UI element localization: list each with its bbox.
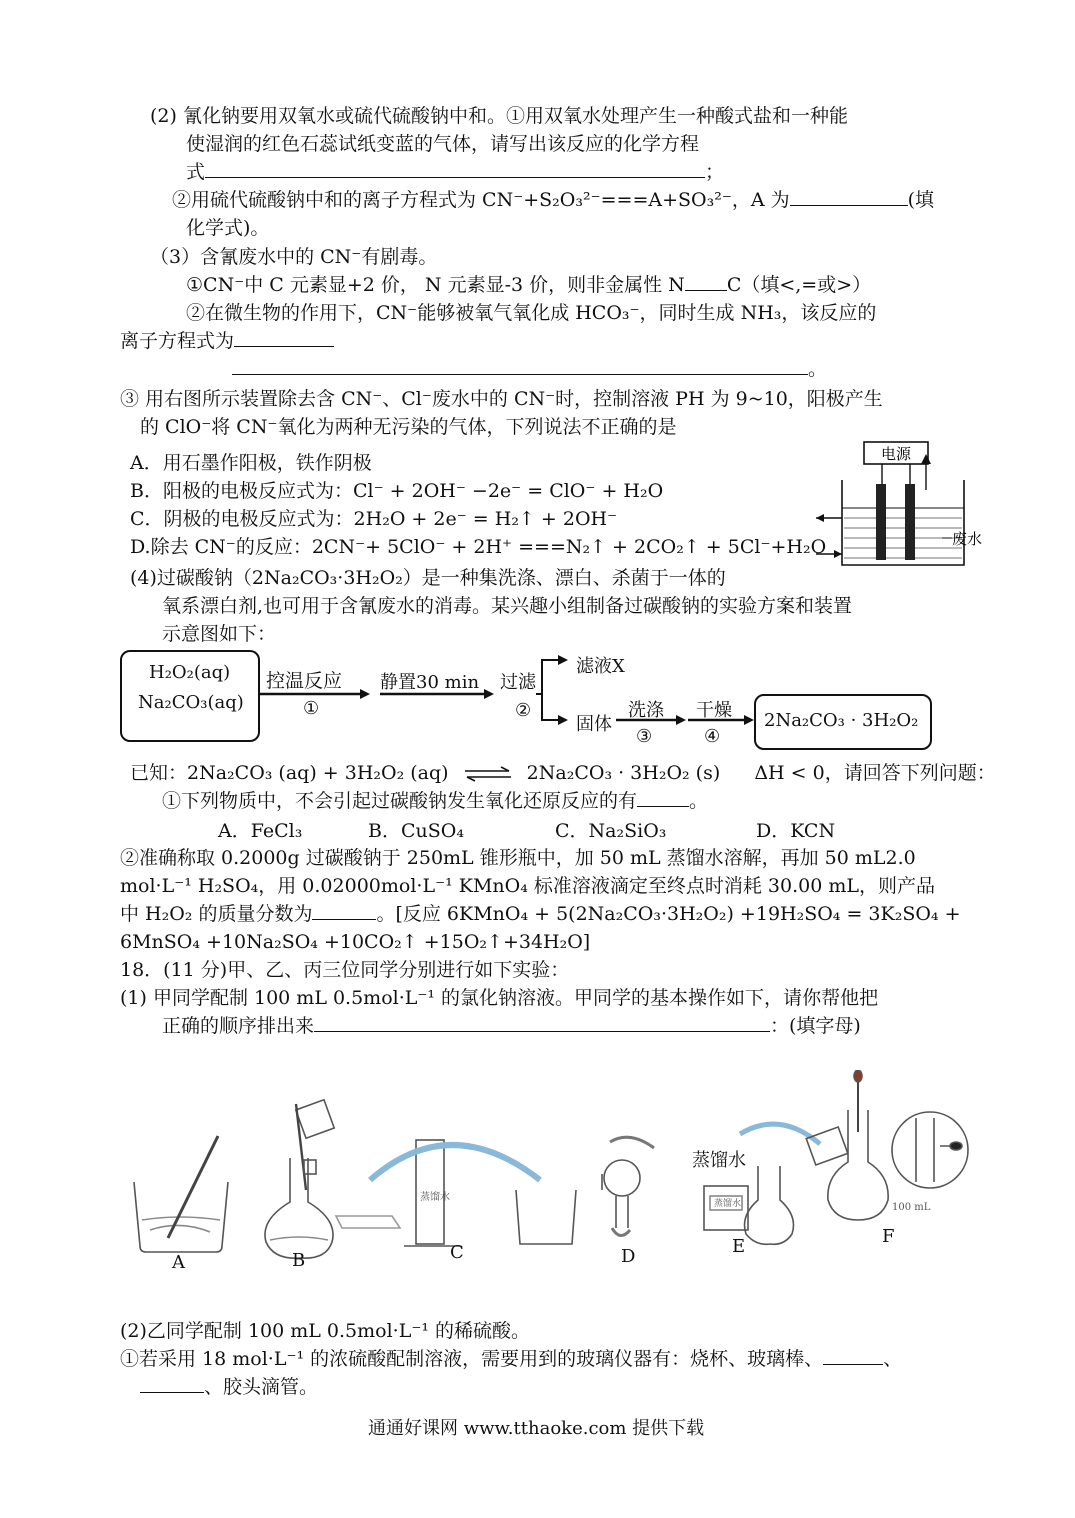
figure-d-flask-shaking-icon: [602, 1137, 654, 1235]
figure-f-flask-dropper-icon: [828, 1070, 968, 1220]
q18-p2-line1: (2)乙同学配制 100 mL 0.5mol·L⁻¹ 的稀硫酸。: [120, 1320, 531, 1342]
q18-p2-line2-end: 、: [883, 1348, 903, 1370]
figure-b-flask-icon: [265, 1100, 334, 1258]
q4-option-c: C．Na₂SiO₃: [555, 820, 667, 842]
q3-option-d: D.除去 CN⁻的反应：2CN⁻+ 5ClO⁻ + 2H⁺ ===N₂↑ + 2CO₂↑ + 5Cl⁻+H₂O: [130, 536, 827, 558]
q3-line4-text: 离子方程式为: [120, 330, 235, 352]
known-equation: [130, 760, 996, 786]
step-dry: 干燥: [696, 700, 732, 721]
q4-line3: 示意图如下：: [162, 623, 277, 645]
step-wash-num: ③: [636, 726, 653, 747]
q4-option-b: B．CuSO₄: [368, 820, 464, 842]
footer: 通通好课网 www.tthaoke.com 提供下载: [368, 1418, 705, 1439]
known-suffix: ΔH < 0，请回答下列问题：: [754, 762, 996, 784]
answer-blank[interactable]: [205, 159, 705, 178]
step-dry-num: ④: [704, 726, 721, 747]
q3-line1: （3）含氰废水中的 CN⁻有剧毒。: [150, 246, 438, 268]
q3-option-c: C．阴极的电极反应式为：2H₂O + 2e⁻ = H₂↑ + 2OH⁻: [130, 508, 618, 530]
q18-title: 18．(11 分)甲、乙、丙三位同学分别进行如下实验：: [120, 959, 570, 981]
answer-blank[interactable]: [140, 1374, 204, 1393]
q3-option-a: A．用石墨作阳极，铁作阴极: [130, 452, 372, 474]
q2-line4-suffix: (填: [907, 189, 935, 211]
figure-label-e: E: [732, 1236, 746, 1257]
step-wash: 洗涤: [628, 700, 664, 721]
q2-line2: 使湿润的红色石蕊试纸变蓝的气体，请写出该反应的化学方程: [186, 133, 700, 155]
q18-p2-line3-end: 、胶头滴管。: [204, 1376, 319, 1398]
flow-arrows: [256, 640, 756, 750]
power-label: 电源: [880, 445, 912, 463]
q4-line2: 氧系漂白剂,也可用于含氰废水的消毒。某兴趣小组制备过碳酸钠的实验方案和装置: [162, 595, 853, 617]
distilled-water-label: 蒸馏水: [692, 1150, 746, 1171]
q18-p1-line1: (1) 甲同学配制 100 mL 0.5mol·L⁻¹ 的氯化钠溶液。甲同学的基本操作如下，请你帮他把: [120, 987, 879, 1009]
figure-label-d: D: [621, 1246, 636, 1267]
q4-sub2-line2: mol·L⁻¹ H₂SO₄，用 0.02000mol·L⁻¹ KMnO₄ 标准溶液滴定至终点时消耗 30.00 mL，则产品: [120, 875, 935, 897]
q3-p3-line1: ③ 用右图所示装置除去含 CN⁻、Cl⁻废水中的 CN⁻时，控制溶液 PH 为 9~10，阳极产生: [120, 388, 883, 410]
q3-line2-prefix: ①CN⁻中 C 元素显+2 价， N 元素显-3 价，则非金属性 N: [186, 274, 685, 296]
answer-blank[interactable]: [234, 328, 334, 347]
bottle-label: 蒸馏水: [714, 1199, 742, 1209]
figure-label-c: C: [450, 1242, 464, 1263]
cylinder-label: 蒸馏水: [420, 1192, 450, 1203]
lab-procedure-figures: [120, 1070, 980, 1270]
solid: 固体: [576, 714, 612, 735]
figure-e-flask-icon: [704, 1124, 848, 1244]
q18-p1-line2-text: 正确的顺序排出来: [162, 1015, 315, 1037]
q18-p2-line3: [140, 1374, 318, 1400]
answer-blank[interactable]: [637, 788, 689, 807]
flask-100ml-label: 100 mL: [892, 1202, 931, 1213]
step-1-num: ①: [303, 698, 320, 719]
q2-line3: [186, 159, 724, 185]
figure-c-cylinder-icon: [336, 1140, 576, 1246]
answer-blank[interactable]: [312, 901, 376, 920]
q18-p2-line2: [120, 1346, 902, 1372]
q3-line5: [232, 356, 827, 382]
q18-p1-line2-end: ：(填字母): [770, 1015, 861, 1037]
step-filter: 过滤: [500, 672, 536, 693]
q3-line5-end: 。: [808, 358, 828, 380]
figure-a-beaker-icon: [134, 1136, 228, 1252]
q18-p1-line2: [162, 1013, 861, 1039]
filtrate-x: 滤液X: [576, 656, 625, 677]
q3-option-b: B．阳极的电极反应式为：Cl⁻ + 2OH⁻ −2e⁻ = ClO⁻ + H₂O: [130, 480, 664, 502]
q4-sub1-end: 。: [689, 790, 709, 812]
figure-label-a: A: [172, 1252, 185, 1273]
answer-blank[interactable]: [823, 1346, 883, 1365]
answer-blank[interactable]: [685, 272, 727, 291]
q4-option-a: A．FeCl₃: [218, 820, 303, 842]
figure-label-f: F: [882, 1226, 895, 1247]
q2-line4: [172, 187, 934, 213]
step-filter-num: ②: [515, 700, 532, 721]
product-label: 2Na₂CO₃ · 3H₂O₂: [764, 710, 919, 731]
answer-blank[interactable]: [314, 1013, 770, 1032]
q3-line2: [186, 272, 871, 298]
step-rest: 静置30 min: [380, 672, 480, 693]
q4-sub2-line3: [120, 901, 961, 927]
step-controlled-reaction: 控温反应: [266, 670, 343, 692]
q4-sub1-text: ①下列物质中，不会引起过碳酸钠发生氧化还原反应的有: [162, 790, 638, 812]
waste-label: 废水: [952, 530, 983, 548]
answer-blank[interactable]: [232, 356, 808, 375]
electrolysis-apparatus: [812, 440, 992, 575]
q4-option-d: D．KCN: [756, 820, 836, 842]
q4-line1: (4)过碳酸钠（2Na₂CO₃·3H₂O₂）是一种集洗涤、漂白、杀菌于一体的: [130, 567, 726, 589]
q3-line4: [120, 328, 334, 354]
q4-sub2-line1: ②准确称取 0.2000g 过碳酸钠于 250mL 锥形瓶中，加 50 mL 蒸馏水溶解，再加 50 mL2.0: [120, 847, 916, 869]
equilibrium-arrow-icon: [463, 766, 513, 782]
q2-line3-prefix: 式: [186, 161, 206, 183]
q3-line3: ②在微生物的作用下，CN⁻能够被氧气氧化成 HCO₃⁻，同时生成 NH₃，该反应的: [186, 302, 877, 324]
known-mid: 2Na₂CO₃ · 3H₂O₂ (s): [526, 762, 721, 784]
reactant-na2co3: Na₂CO₃(aq): [138, 692, 244, 713]
q2-line4-text: ②用硫代硫酸钠中和的离子方程式为 CN⁻+S₂O₃²⁻===A+SO₃²⁻，A 为: [172, 189, 790, 211]
q4-sub2-line4: 6MnSO₄ +10Na₂SO₄ +10CO₂↑ +15O₂↑+34H₂O]: [120, 931, 591, 953]
q3-line2-suffix: C（填<,=或>）: [726, 274, 872, 296]
reactant-h2o2: H₂O₂(aq): [149, 662, 231, 683]
q4-sub2-line3a: 中 H₂O₂ 的质量分数为: [120, 903, 313, 925]
known-prefix: 已知：2Na₂CO₃ (aq) + 3H₂O₂ (aq): [130, 762, 449, 784]
q3-p3-line2: 的 ClO⁻将 CN⁻氧化为两种无污染的气体，下列说法不正确的是: [140, 416, 677, 438]
figure-label-b: B: [292, 1250, 306, 1271]
q2-line3-suffix: ；: [705, 161, 725, 183]
q2-line1: (2) 氰化钠要用双氧水或硫代硫酸钠中和。①用双氧水处理产生一种酸式盐和一种能: [150, 105, 848, 127]
q4-sub2-line3b: 。[反应 6KMnO₄ + 5(2Na₂CO₃·3H₂O₂) +19H₂SO₄ = 3K₂SO₄ +: [376, 903, 961, 925]
q2-line5: 化学式)。: [186, 217, 270, 239]
answer-blank[interactable]: [790, 187, 908, 206]
q4-sub1: [162, 788, 708, 814]
q18-p2-line2-text: ①若采用 18 mol·L⁻¹ 的浓硫酸配制溶液，需要用到的玻璃仪器有：烧杯、玻璃棒、: [120, 1348, 824, 1370]
